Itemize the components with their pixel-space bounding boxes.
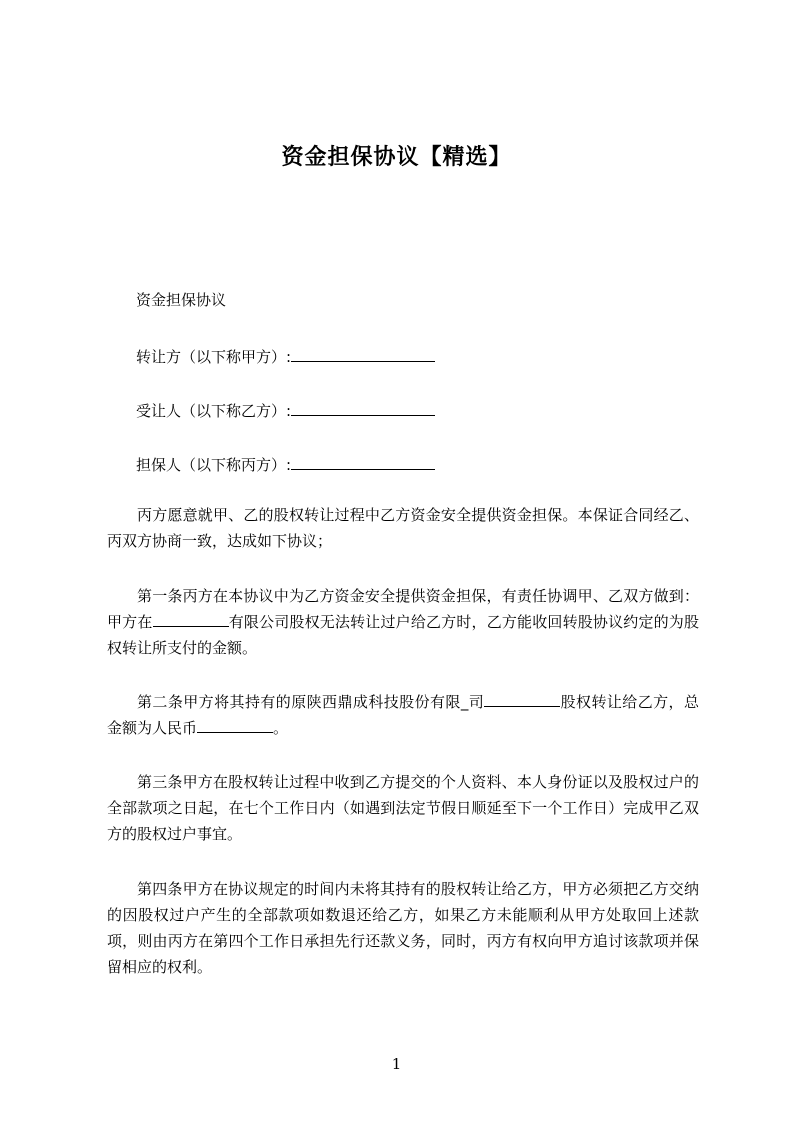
article-2-text-b: 股权转让给乙方，总金额为人民币 xyxy=(107,693,699,737)
article-2-blank-amount xyxy=(197,716,273,733)
party-transferor-line xyxy=(136,345,435,367)
paragraph-article-3: 第三条甲方在股权转让过程中收到乙方提交的个人资料、本人身份证以及股权过户的全部款项之日起，在七个工作日内（如遇到法定节假日顺延至下一个工作日）完成甲乙双方的股权过户事宜。 xyxy=(107,773,699,843)
article-1-blank xyxy=(153,610,229,627)
paragraph-article-2 xyxy=(107,689,699,741)
page-number: 1 xyxy=(391,1055,402,1073)
party-transferee-label: 受让人（以下称乙方）: xyxy=(136,402,292,420)
article-2-text-c: 。 xyxy=(273,719,289,737)
party-guarantor-label: 担保人（以下称丙方）: xyxy=(136,456,292,474)
party-guarantor-blank xyxy=(291,453,435,470)
article-1-text-b: 有限公司股权无法转让过户给乙方时，乙方能收回转股协议约定的为股权转让所支付的金额。 xyxy=(107,613,699,657)
party-transferee-blank xyxy=(291,399,435,416)
article-2-blank-company xyxy=(484,690,560,707)
party-transferor-label: 转让方（以下称甲方）: xyxy=(136,348,292,366)
paragraph-article-1 xyxy=(107,583,699,661)
paragraph-intro: 丙方愿意就甲、乙的股权转让过程中乙方资金安全提供资金担保。本保证合同经乙、丙双方协商一致，达成如下协议； xyxy=(107,506,699,550)
party-transferor-blank xyxy=(291,345,435,362)
document-title: 资金担保协议【精选】 xyxy=(281,145,512,170)
party-guarantor-line xyxy=(136,453,435,475)
agreement-subtitle: 资金担保协议 xyxy=(136,291,227,309)
paragraph-article-4: 第四条甲方在协议规定的时间内未将其持有的股权转让给乙方，甲方必须把乙方交纳的因股权过户产生的全部款项如数退还给乙方，如果乙方未能顺利从甲方处取回上述款项，则由丙方在第四个工作日承担先行还款义务，同时，丙方有权向甲方追讨该款项并保留相应的权利。 xyxy=(107,880,699,976)
article-2-text-a: 第二条甲方将其持有的原陕西鼎成科技股份有限_司 xyxy=(137,693,485,711)
article-1-text-a: 第一条丙方在本协议中为乙方资金安全提供资金担保，有责任协调甲、乙双方做到：甲方在 xyxy=(107,587,699,631)
party-transferee-line xyxy=(136,399,435,421)
